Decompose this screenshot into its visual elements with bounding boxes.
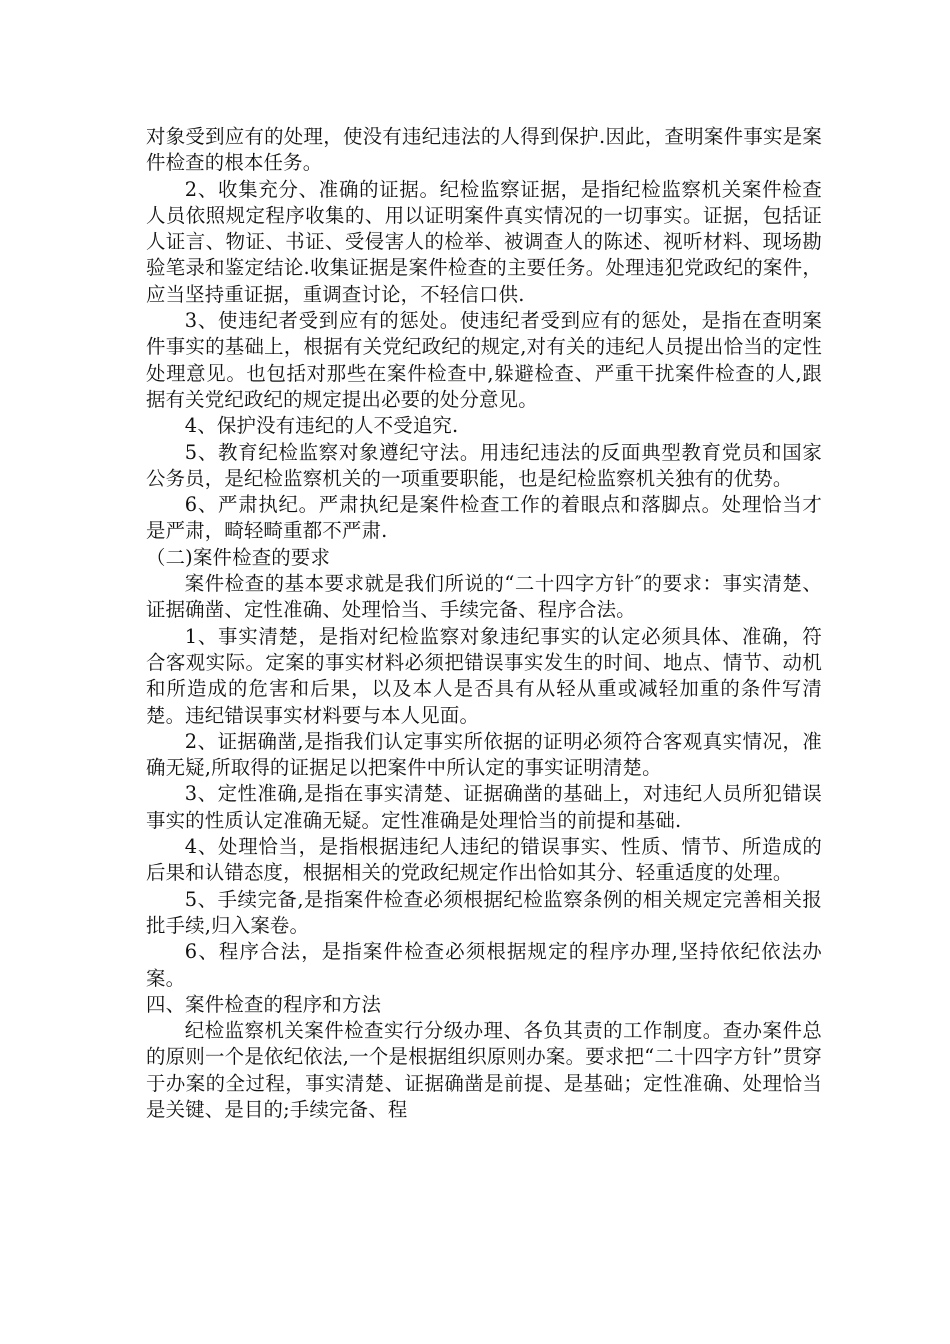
paragraph-accurate-characterization: 3、定性准确,是指在事实清楚、证据确凿的基础上，对违纪人员所犯错误事实的性质认定准确无疑。定性准确是处理恰当的前提和基础. [146, 782, 822, 832]
section-heading-requirements: （二)案件检查的要求 [146, 545, 331, 569]
paragraph-continuation: 对象受到应有的处理，使没有违纪违法的人得到保护.因此，查明案件事实是案件检查的根本任务。 [146, 125, 822, 175]
paragraph-education: 5、教育纪检监察对象遵纪守法。用违纪违法的反面典型教育党员和国家公务员，是纪检监察机关的一项重要职能，也是纪检监察机关独有的优势。 [146, 440, 822, 490]
paragraph-graded-handling: 纪检监察机关案件检查实行分级办理、各负其责的工作制度。查办案件总的原则一个是依纪依法,一个是根据组织原则办案。要求把“二十四字方针”贯穿于办案的全过程，事实清楚、证据确凿是前提、是基础；定性准确、处理恰当是关键、是目的;手续完备、程 [146, 1019, 822, 1121]
paragraph-clear-facts: 1、事实清楚，是指对纪检监察对象违纪事实的认定必须具体、准确，符合客观实际。定案的事实材料必须把错误事实发生的时间、地点、情节、动机和所造成的危害和后果，以及本人是否具有从轻从重或减轻加重的条件写清楚。违纪错误事实材料要与本人见面。 [146, 624, 822, 727]
section-heading-procedures-methods: 四、案件检查的程序和方法 [146, 992, 382, 1016]
document-page [146, 124, 822, 1123]
paragraph-protect-innocent: 4、保护没有违纪的人不受追究. [184, 414, 459, 438]
paragraph-legal-procedure: 6、程序合法，是指案件检查必须根据规定的程序办理,坚持依纪依法办案。 [146, 940, 822, 990]
paragraph-punishment: 3、使违纪者受到应有的惩处。使违纪者受到应有的惩处，是指在查明案件事实的基础上，根据有关党纪政纪的规定,对有关的违纪人员提出恰当的定性处理意见。也包括对那些在案件检查中,躲避检查、严重干扰案件检查的人,跟据有关党纪政纪的规定提出必要的处分意见。 [146, 309, 822, 411]
paragraph-solid-evidence: 2、证据确凿,是指我们认定事实所依据的证明必须符合客观真实情况，准确无疑,所取得的证据足以把案件中所认定的事实证明清楚。 [146, 729, 822, 780]
paragraph-complete-procedures: 5、手续完备,是指案件检查必须根据纪检监察条例的相关规定完善相关报批手续,归入案卷。 [146, 887, 822, 937]
paragraph-strict-discipline: 6、严肃执纪。严肃执纪是案件检查工作的着眼点和落脚点。处理恰当才是严肃，畸轻畸重都不严肃. [146, 493, 822, 543]
paragraph-collect-evidence: 2、收集充分、准确的证据。纪检监察证据，是指纪检监察机关案件检查人员依照规定程序收集的、用以证明案件真实情况的一切事实。证据，包括证人证言、物证、书证、受侵害人的检举、被调查人的陈述、视听材料、现场勘验笔录和鉴定结论.收集证据是案件检查的主要任务。处理违犯党政纪的案件，应当坚持重证据，重调查讨论，不轻信口供. [146, 177, 822, 306]
paragraph-basic-requirements: 案件检查的基本要求就是我们所说的“二十四字方针″的要求：事实清楚、证据确凿、定性准确、处理恰当、手续完备、程序合法。 [146, 572, 822, 622]
paragraph-appropriate-handling: 4、处理恰当，是指根据违纪人违纪的错误事实、性质、情节、所造成的后果和认错态度，根据相关的党政纪规定作出恰如其分、轻重适度的处理。 [146, 835, 822, 885]
